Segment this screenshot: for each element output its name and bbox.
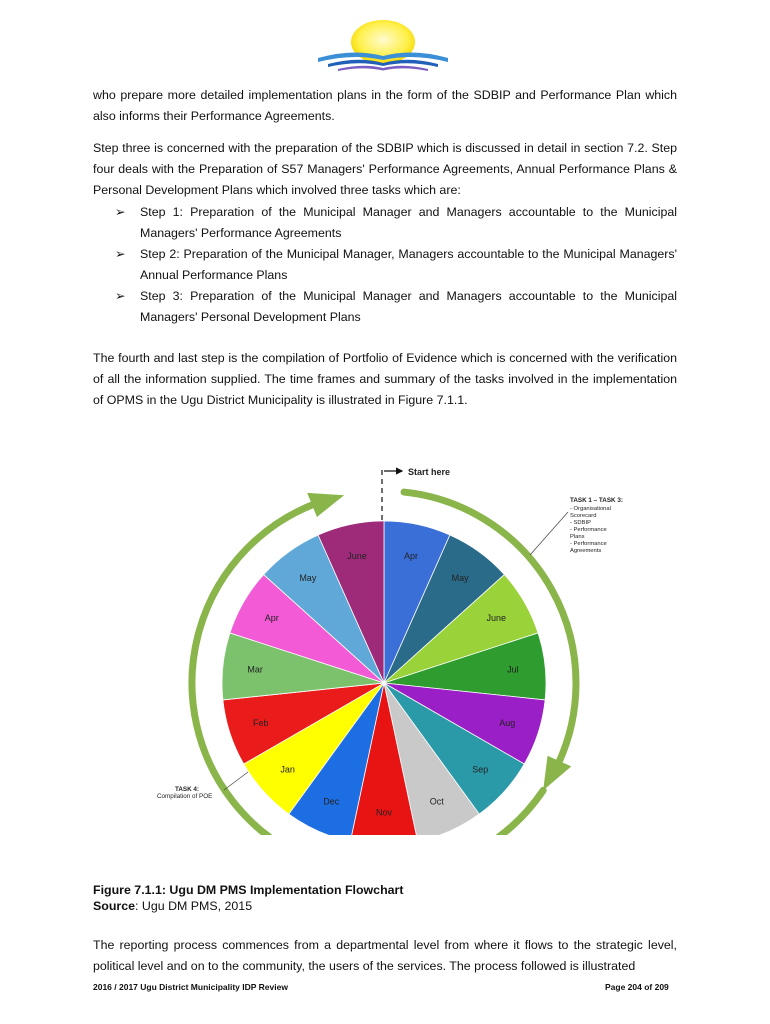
task4-leader-line xyxy=(224,772,248,790)
figure-source xyxy=(93,898,404,914)
bullet-text: Step 1: Preparation of the Municipal Manager and Managers accountable to the Municipal Managers' Performance Agreements xyxy=(140,205,677,240)
pms-implementation-wheel xyxy=(150,455,680,835)
figure-title: Figure 7.1.1: Ugu DM PMS Implementation Flowchart xyxy=(93,883,404,897)
bullet-text: Step 3: Preparation of the Municipal Manager and Managers accountable to the Municipal Managers' Personal Development Plans xyxy=(140,289,677,324)
task13-item: - Performance xyxy=(570,541,607,547)
arrow-bullet-icon: ➢ xyxy=(115,205,126,219)
month-label: Jan xyxy=(280,764,295,775)
figure-caption xyxy=(93,882,404,914)
bullet-text: Step 2: Preparation of the Municipal Manager, Managers accountable to the Municipal Managers' Annual Performance Plans xyxy=(140,247,677,282)
task13-item: Plans xyxy=(570,534,585,540)
task13-list xyxy=(570,506,611,554)
month-label: Oct xyxy=(429,796,444,807)
month-label: Jul xyxy=(507,664,519,675)
month-label: Feb xyxy=(252,718,269,729)
arrow-bullet-icon: ➢ xyxy=(115,247,126,261)
source-label: Source xyxy=(93,899,136,913)
arrow-head xyxy=(307,493,344,517)
footer-left: 2016 / 2017 Ugu District Municipality IDP Review xyxy=(93,982,288,992)
footer-page-number: Page 204 of 209 xyxy=(605,982,669,992)
task13-item: - Performance xyxy=(570,527,607,533)
month-label: June xyxy=(486,613,507,624)
month-label: Apr xyxy=(403,551,418,562)
month-label: Mar xyxy=(247,664,263,675)
month-label: Nov xyxy=(375,807,393,818)
month-label: May xyxy=(299,573,317,584)
paragraph-1: who prepare more detailed implementation plans in the form of the SDBIP and Performance Plan which also informs their Performance Agreements. xyxy=(93,88,677,123)
task4-title: TASK 4: xyxy=(175,786,200,793)
month-label: Dec xyxy=(323,796,340,807)
task13-item: Agreements xyxy=(570,548,602,554)
month-label: May xyxy=(451,573,469,584)
month-label: Apr xyxy=(264,613,279,624)
month-slices xyxy=(222,521,546,835)
paragraph-2: Step three is concerned with the preparation of the SDBIP which is discussed in detail in section 7.2. Step four deals with the Preparation of S57 Managers' Performance Agreements, Annual Performance Plans & Personal Development Plans which involved three tasks which are: xyxy=(93,141,677,197)
wave-shape xyxy=(338,66,428,71)
paragraph-3: The fourth and last step is the compilation of Portfolio of Evidence which is concerned with the verification of all the information supplied. The time frames and summary of the tasks involved in the implementation of OPMS in the Ugu District Municipality is illustrated in Figure 7.1.1. xyxy=(93,351,677,407)
task13-item: - SDBIP xyxy=(570,520,591,526)
task13-item: Scorecard xyxy=(570,513,597,519)
source-text: : Ugu DM PMS, 2015 xyxy=(135,899,253,913)
arrow-bullet-icon: ➢ xyxy=(115,289,126,303)
start-here-label: Start here xyxy=(408,467,451,477)
month-label: June xyxy=(347,551,367,562)
arrow-head xyxy=(543,756,571,791)
task4-text: Compilation of POE xyxy=(157,793,213,800)
month-label: Aug xyxy=(499,718,516,729)
task13-item: - Organisational xyxy=(570,506,611,512)
municipality-logo xyxy=(308,18,458,78)
task13-leader-line xyxy=(530,512,568,555)
paragraph-4: The reporting process commences from a departmental level from where it flows to the strategic level, political level and on to the community, the users of the services. The process followed is illustrated xyxy=(93,938,677,973)
task13-title: TASK 1 – TASK 3: xyxy=(570,497,623,504)
month-label: Sep xyxy=(472,764,489,775)
